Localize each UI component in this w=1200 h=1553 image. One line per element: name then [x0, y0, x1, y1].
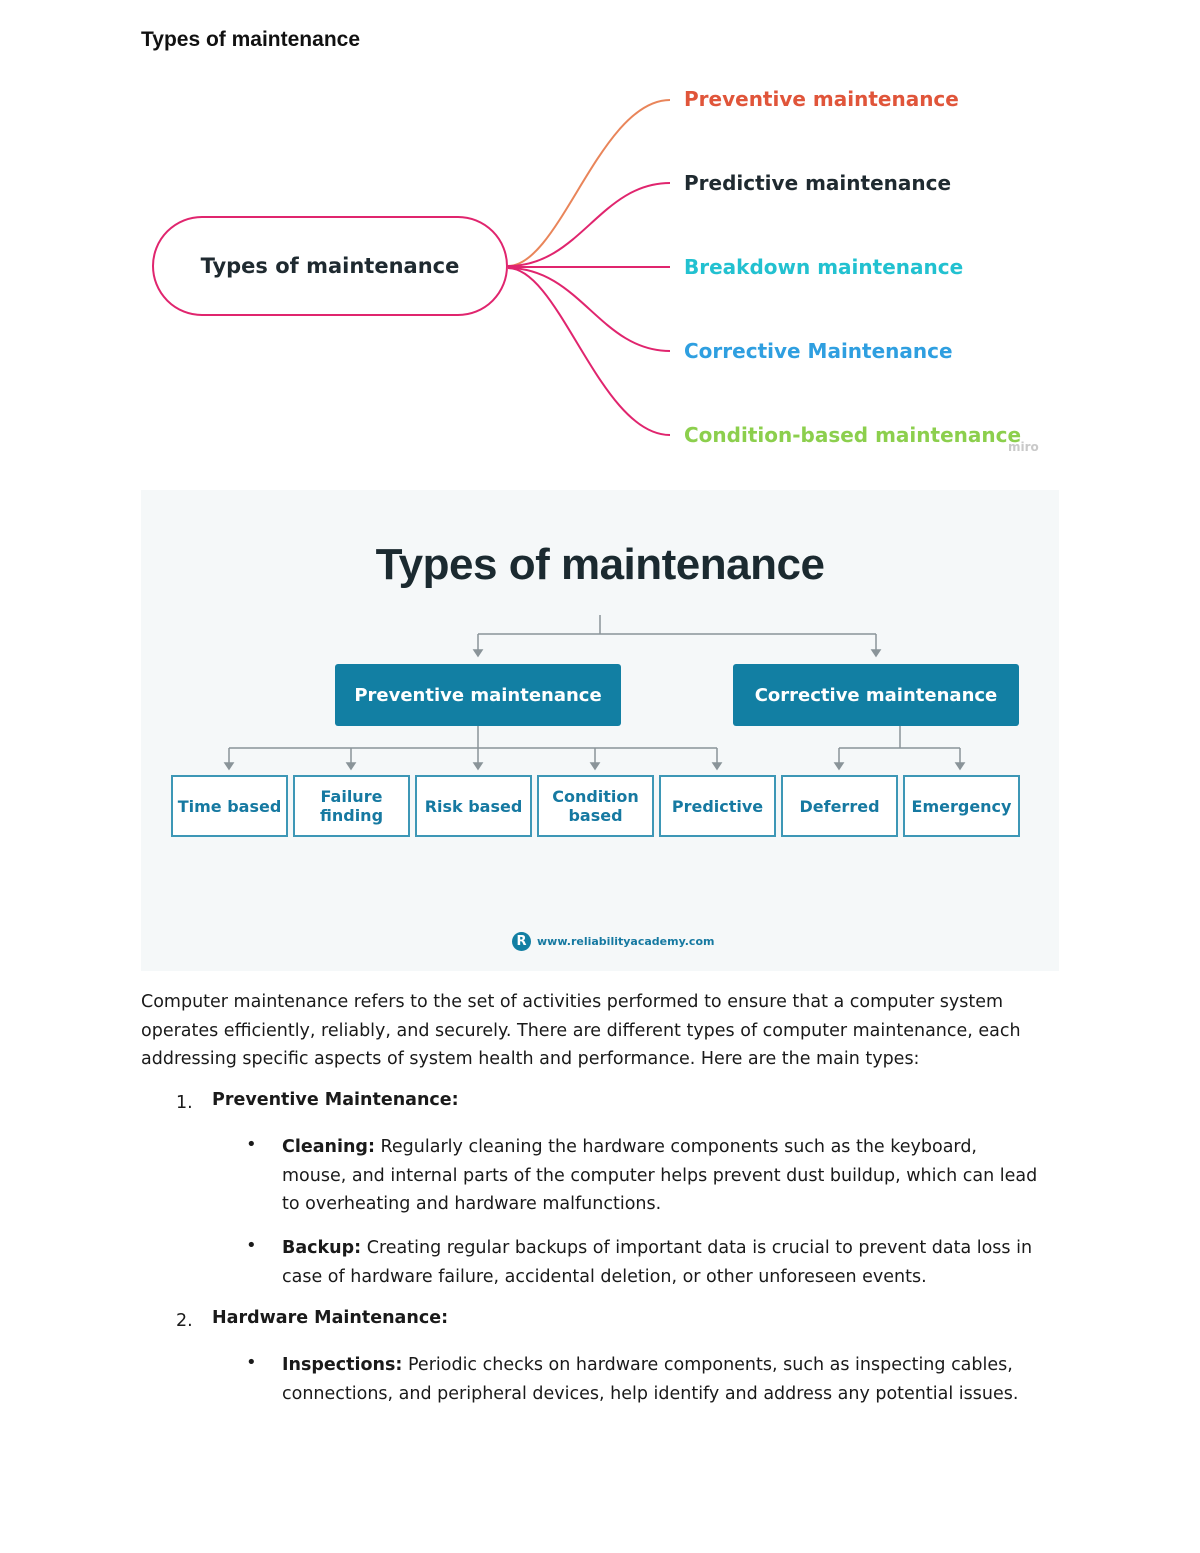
condition-based-box: Condition based — [537, 775, 654, 837]
reliability-academy-logo-icon: R — [512, 932, 531, 951]
connector-condition — [508, 268, 670, 435]
predictive-box: Predictive — [659, 775, 776, 837]
orgchart-connectors — [141, 490, 1059, 971]
item-term: Inspections: — [282, 1355, 403, 1375]
deferred-box: Deferred — [781, 775, 898, 837]
bullet-icon: • — [246, 1235, 257, 1256]
section-heading: Hardware Maintenance: — [212, 1308, 449, 1328]
branch-breakdown: Breakdown maintenance — [684, 255, 964, 279]
miro-watermark: miro — [1008, 440, 1039, 454]
risk-based-box: Risk based — [415, 775, 532, 837]
orgchart-title: Types of maintenance — [375, 540, 825, 589]
bullet-icon: • — [246, 1134, 257, 1155]
document-title: Types of maintenance — [141, 28, 361, 51]
list-number: 1. — [176, 1093, 193, 1113]
item-term: Cleaning: — [282, 1137, 375, 1157]
list-item — [282, 1133, 1042, 1219]
connector-preventive — [508, 100, 670, 266]
intro-paragraph: Computer maintenance refers to the set of activities performed to ensure that a computer system operates efficiently, reliably, and securely. There are different types of computer maintenance, each addressing specific aspects of system health and performance. Here are the main types: — [141, 992, 1021, 1069]
preventive-maintenance-box: Preventive maintenance — [335, 664, 621, 726]
item-text: Creating regular backups of important data is crucial to prevent data loss in case of hardware failure, accidental deletion, or other unforeseen events. — [282, 1238, 1033, 1287]
branch-preventive: Preventive maintenance — [684, 87, 959, 111]
mindmap-center-node: Types of maintenance — [152, 216, 508, 316]
corrective-maintenance-box: Corrective maintenance — [733, 664, 1019, 726]
bullet-icon: • — [246, 1352, 257, 1373]
time-based-box: Time based — [171, 775, 288, 837]
branch-corrective: Corrective Maintenance — [684, 339, 953, 363]
item-term: Backup: — [282, 1238, 362, 1258]
footer-url — [512, 932, 714, 951]
footer-url-text: www.reliabilityacademy.com — [537, 935, 715, 948]
list-item — [282, 1234, 1042, 1291]
failure-finding-box: Failure finding — [293, 775, 410, 837]
list-item — [282, 1351, 1042, 1408]
branch-condition-based: Condition-based maintenance — [684, 423, 1022, 447]
section-heading: Preventive Maintenance: — [212, 1090, 459, 1110]
item-text: Periodic checks on hardware components, such as inspecting cables, connections, and peripheral devices, help identify and address any potential issues. — [282, 1355, 1019, 1404]
branch-predictive: Predictive maintenance — [684, 171, 952, 195]
orgchart-panel — [141, 490, 1059, 971]
list-number: 2. — [176, 1311, 193, 1331]
item-text: Regularly cleaning the hardware components such as the keyboard, mouse, and internal parts of the computer helps prevent dust buildup, which can lead to overheating and hardware malfunctions. — [282, 1137, 1038, 1214]
emergency-box: Emergency — [903, 775, 1020, 837]
mindmap — [0, 70, 1200, 470]
